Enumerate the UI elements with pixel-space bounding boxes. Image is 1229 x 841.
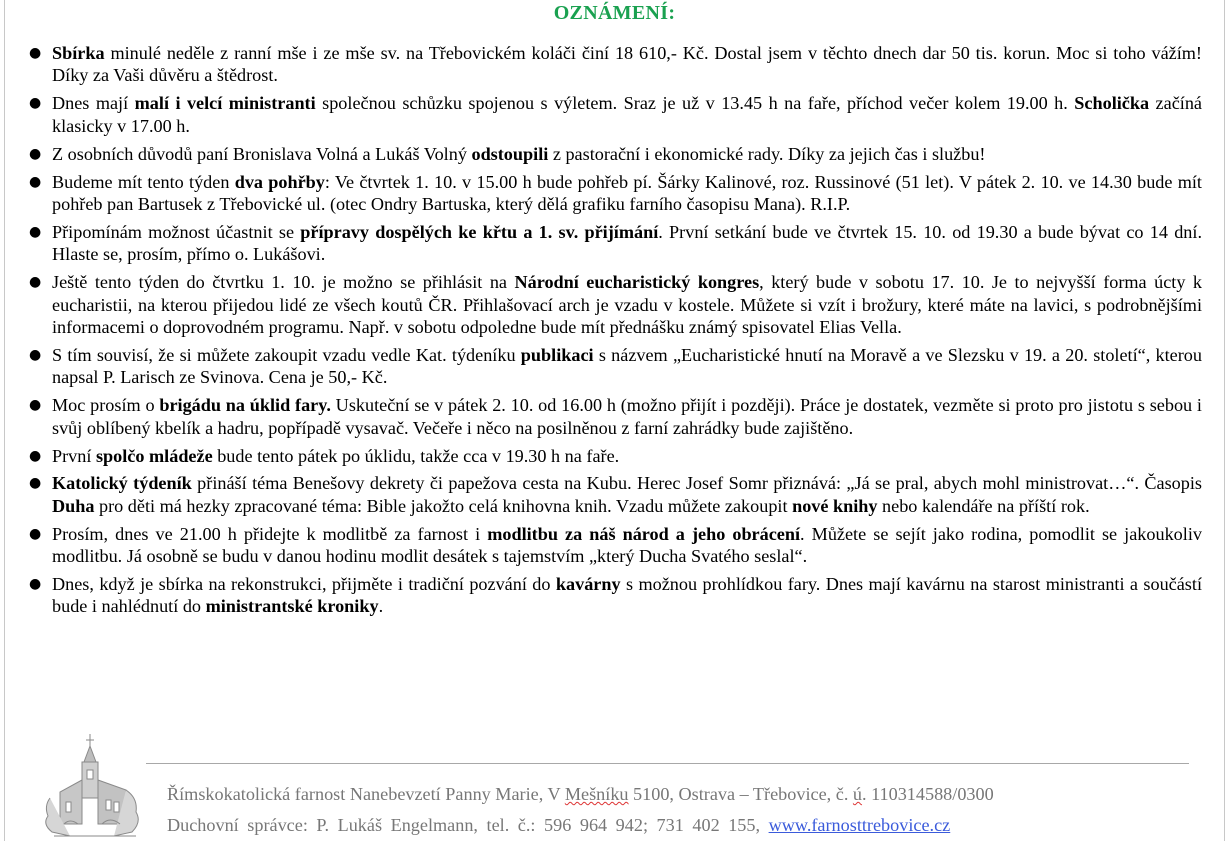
text-run: Připomínám možnost účastnit se (52, 221, 301, 242)
text-run: s názvem „Eucharistické hnutí na Moravě a ve Slezsku v 19. a 20. století“, kterou napsal P. Larisch ze Svinova. Cena je 50,- Kč. (52, 344, 1202, 388)
announcement-list (22, 42, 1202, 623)
footer-address-part: Římskokatolická farnost Nanebevzetí Panny Marie, V (167, 784, 565, 804)
bold-text: brigádu na úklid fary. (159, 395, 331, 416)
footer-account: . 110314588/0300 (862, 784, 994, 804)
text-run: . První setkání bude ve čtvrtek 15. 10. od 19.30 a bude bývat co 14 dní. Hlaste se, prosím, přímo o. Lukášovi. (52, 221, 1202, 265)
text-run: . (378, 596, 384, 617)
announcement-item (22, 271, 1202, 338)
footer-address-part: 5100, Ostrava – Třebovice, č. (628, 784, 853, 804)
bold-text: malí i velcí ministranti (134, 93, 316, 114)
text-run: Budeme mít tento týden (52, 171, 235, 192)
announcement-item (22, 143, 1202, 165)
bold-text: nové knihy (792, 495, 878, 516)
page-title: OZNÁMENÍ: (553, 2, 676, 24)
footer-account-abbr: ú (852, 784, 863, 804)
announcement-item (22, 171, 1202, 216)
announcement-item (22, 221, 1202, 266)
announcement-item (22, 445, 1202, 467)
announcement-item (22, 92, 1202, 137)
text-run: minulé neděle z ranní mše i ze mše sv. na Třebovickém koláči činí 18 610,- Kč. Dostal jsem v těchto dnech dar 50 tis. korun. Moc si toho vážím! Díky za Vaši důvěru a štědrost. (52, 43, 1202, 86)
footer-street: Mešníku (564, 784, 629, 804)
text-run: nebo kalendáře na příští rok. (877, 495, 1090, 516)
bold-text: odstoupili (471, 143, 549, 164)
announcement-item (22, 42, 1202, 87)
text-run: První (52, 445, 96, 466)
bold-text: Scholička (1074, 93, 1150, 114)
text-run: přináší téma Benešovy dekrety či papežova cesta na Kubu. Herec Josef Somr přiznává: „Já se pral, abych mohl ministrovat…“. Časopis (191, 473, 1202, 494)
footer-contact-text: Duchovní správce: P. Lukáš Engelmann, tel. č.: 596 964 942; 731 402 155, (167, 815, 769, 835)
page-border-left (4, 0, 5, 841)
announcement-item (22, 344, 1202, 389)
footer-address (167, 784, 1167, 805)
footer-website-link[interactable]: www.farnosttrebovice.cz (768, 815, 951, 835)
bold-text: Sbírka (52, 43, 105, 63)
text-run: Ještě tento týden do čtvrtku 1. 10. je možno se přihlásit na (52, 272, 515, 293)
text-run: pro děti má hezky zpracované téma: Bible jakožto celá knihovna knih. Vzadu můžete zakoupit (94, 495, 793, 516)
church-logo (40, 732, 144, 841)
bold-text: Katolický týdeník (52, 473, 192, 494)
text-run: s možnou prohlídkou fary. Dnes mají kavárnu na starost ministranti a součástí bude i nahlédnutí do (52, 574, 1202, 617)
bold-text: modlitbu za náš národ a jeho obrácení (487, 523, 801, 544)
text-run: společnou schůzku spojenou s výletem. Sraz je už v 13.45 h na faře, příchod večer kolem 19.00 h. (315, 93, 1075, 114)
bold-text: ministrantské kroniky (205, 596, 379, 617)
text-run: S tím souvisí, že si můžete zakoupit vzadu vedle Kat. týdeníku (52, 344, 521, 365)
bold-text: publikaci (520, 344, 594, 365)
text-run: . Můžete se sejít jako rodina, pomodlit se jakoukoliv modlitbu. Já osobně se budu v danou hodinu modlit desátek s tajemstvím „který Ducha Svatého seslal“. (52, 523, 1202, 567)
text-run: Dnes, když je sbírka na rekonstrukci, přijměte i tradiční pozvání do (52, 574, 556, 595)
bold-text: dva pohřby (234, 171, 325, 192)
bold-text: Národní eucharistický kongres (514, 272, 760, 293)
text-run: z pastorační i ekonomické rady. Díky za jejich čas i službu! (548, 143, 986, 164)
text-run: : Ve čtvrtek 1. 10. v 15.00 h bude pohřeb pí. Šárky Kalinové, roz. Russinové (51 let). V pátek 2. 10. ve 14.30 bude mít pohřeb pan Bartusek z Třebovické ul. (otec Ondry Bartuska, který dělá grafiku farního časopisu Mana). R.I.P. (52, 171, 1202, 214)
bold-text: spolčo mládeže (95, 445, 213, 466)
text-run: Dnes mají (52, 93, 135, 114)
text-run: , který bude v sobotu 17. 10. Je to nejvyšší forma úcty k eucharistii, na kterou přijedou lidé ze všech koutů ČR. Přihlašovací arch je vzadu v kostele. Můžete si vzít i brožury, které máte na lavici, s podrobnějšími informacemi o doprovodném programu. Např. v sobotu odpoledne bude mít přednášku známý spisovatel Elias Vella. (52, 272, 1202, 337)
footer-contact (167, 815, 1167, 836)
bold-text: Duha (52, 495, 95, 516)
text-run: Uskuteční se v pátek 2. 10. od 16.00 h (možno přijít i později). Práce je dostatek, vezměte si proto pro jistotu s sebou i svůj oblíbený kbelík a hadru, popřípadě vysavač. Večeře i něco na posilněnou z farní zahrádky bude zajištěno. (52, 395, 1202, 438)
announcement-item (22, 573, 1202, 618)
announcement-item (22, 523, 1202, 568)
footer-divider (146, 763, 1189, 764)
page-border-right (1224, 0, 1225, 841)
bold-text: kavárny (555, 574, 621, 595)
announcement-item (22, 394, 1202, 439)
text-run: bude tento pátek po úklidu, takže cca v 19.30 h na faře. (212, 445, 620, 466)
announcement-item (22, 472, 1202, 517)
text-run: Moc prosím o (52, 395, 160, 416)
text-run: Z osobních důvodů paní Bronislava Volná a Lukáš Volný (52, 143, 472, 164)
bold-text: přípravy dospělých ke křtu a 1. sv. přijímání (300, 221, 659, 242)
text-run: začíná klasicky v 17.00 h. (52, 93, 1202, 136)
text-run: Prosím, dnes ve 21.00 h přidejte k modlitbě za farnost i (52, 523, 488, 544)
